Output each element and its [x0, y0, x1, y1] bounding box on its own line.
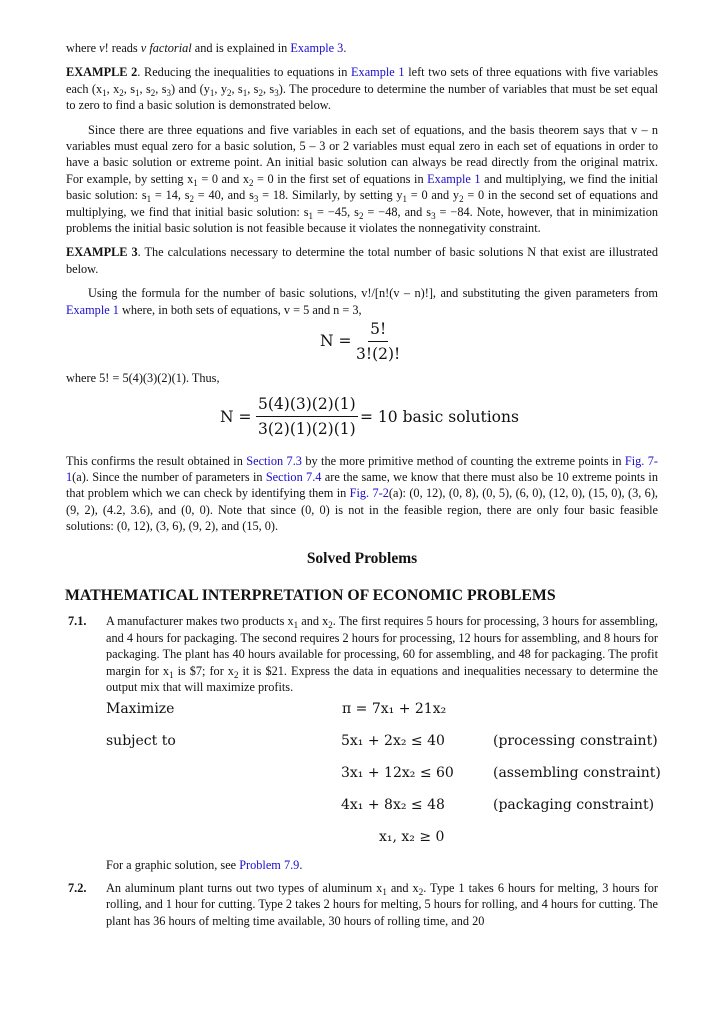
example-3-label: EXAMPLE 3 [66, 245, 138, 260]
equation-n-factorial [66, 318, 658, 368]
equation-1-numerator: 5! [368, 320, 388, 342]
equation-1-fraction [356, 320, 400, 363]
lp-nonnegativity: x₁, x₂ ≥ 0 [379, 829, 445, 846]
problem-7-2-number: 7.2. [68, 880, 87, 895]
example-1-link-2[interactable]: Example 1 [427, 171, 481, 186]
lp-constraint-assembling: 3x₁ + 12x₂ ≤ 60 [341, 765, 454, 782]
lp-note-processing: (processing constraint) [493, 733, 658, 750]
example-3-paragraph: EXAMPLE 3. The calculations necessary to determine the total number of basic solutions N that exist are illustrated below. [66, 245, 658, 276]
fig-7-2-link[interactable]: Fig. 7-2 [349, 486, 389, 501]
example-3-mid-text: where 5! = 5(4)(3)(2)(1). Thus, [66, 371, 220, 386]
equation-basic-solutions [66, 389, 658, 451]
example-3-conclusion: This confirms the result obtained in Section 7.3 by the more primitive method of counting the extreme points in Fig. 7-1(a). Since the number of parameters in Section 7.4 are the same, we know that there must also be 10 extreme points in that problem which we can check by identifying them in Fig. 7-2(a): (0, 12), (0, 8), (0, 5), (6, 0), (12, 0), (15, 0), (3, 6), (9, 2), (4.2, 3.6), and (0, 0). Note that since (0, 0) is not in the feasible region, there are only four basic feasible solutions: (0, 12), (3, 6), (9, 2), and (15, 0). [66, 453, 659, 534]
section-heading: MATHEMATICAL INTERPRETATION OF ECONOMIC PROBLEMS [65, 586, 556, 604]
problem-7-2 [66, 880, 658, 929]
equation-1-lhs: N = [320, 332, 352, 351]
problem-7-1-text: A manufacturer makes two products $x_1$ and $x_2$. The first requires 5 hours for processing, 3 hours for assembling, and 4 hours for packaging. The second requires 2 hours for processing, 12 hours for assembling, and 8 hours for packaging. The plant has 40 hours available for processing, 60 for assembling, and 48 for packaging. The profit margin for $x_1$ is $7; for $x_2$ it is $21. Express the data in equations and inequalities necessary to determine the output mix that will maximize profits. [106, 614, 658, 694]
equation-2-lhs: N = [220, 407, 252, 426]
problem-7-1-number: 7.1. [68, 614, 87, 629]
lp-note-assembling: (assembling constraint) [493, 765, 661, 782]
equation-2-fraction [256, 395, 358, 438]
example-1-link[interactable]: Example 1 [351, 65, 405, 80]
example-2-paragraph: EXAMPLE 2. Reducing the inequalities to equations in Example 1 left two sets of three equations with five variables each ($x_1$, $x_2$, $s_1$, $s_2$, $s_3$) and ($y_1$, $y_2$, $s_1$, $s_2$, $s_3$). The procedure to determine the number of variables that must be set equal to zero to find a basic solution is demonstrated below. [66, 65, 659, 113]
linear-program [106, 695, 661, 846]
intro-paragraph: where v! reads v factorial and is explained in Example 3. [66, 41, 347, 55]
lp-constraint-packaging: 4x₁ + 8x₂ ≤ 48 [341, 797, 445, 814]
example-3-body: Using the formula for the number of basic solutions, v!/[n!(v – n)!], and substituting the given parameters from Example 1 where, in both sets of equations, v = 5 and n = 3, [66, 286, 658, 317]
lp-objective: π = 7x₁ + 21x₂ [342, 701, 447, 718]
problem-7-2-text: An aluminum plant turns out two types of aluminum $x_1$ and $x_2$. Type 1 takes 6 hours for melting, 3 hours for rolling, and 1 hour for cutting. Type 2 takes 2 hours for melting, 5 hours for rolling, and 4 hours for cutting. The plant has 36 hours of melting time available, 30 hours of rolling time, and 20 [106, 880, 658, 928]
lp-subject-to-label: subject to [106, 733, 176, 750]
example-3-link[interactable]: Example 3 [290, 41, 344, 55]
equation-2-numerator: 5(4)(3)(2)(1) [256, 395, 358, 417]
example-2-body: Since there are three equations and five variables in each set of equations, and the basis theorem says that v – n variables must equal zero for a basic solution, 5 – 3 or 2 variables must equal zero in each set of equations in order to have a basic solution or extreme point. An initial basic solution can always be read directly from the original matrix. For example, by setting $x_1 = 0$ and $x_2 = 0$ in the first set of equations in Example 1 and multiplying, we find the initial basic solution: $s_1 = 14$, $s_2 = 40$, and $s_3 = 18$. Similarly, by setting $y_1 = 0$ and $y_2 = 0$ in the second set of equations and multiplying, we find that initial basic solution: $s_1 = -45$, $s_2 = -48$, and $s_3 = -84$. Note, however, that in minimization problems the initial basic solution is not feasible because it violates the nonnegativity constraint. [66, 122, 659, 236]
fig-7-1-link[interactable]: Fig. 7-1 [66, 453, 659, 484]
lp-maximize-label: Maximize [106, 701, 175, 718]
lp-note-packaging: (packaging constraint) [493, 797, 655, 814]
equation-2-rhs: = 10 basic solutions [360, 407, 519, 426]
example-2-label: EXAMPLE 2 [66, 65, 138, 80]
example-1-link-3[interactable]: Example 1 [66, 302, 119, 317]
problem-7-1 [66, 613, 661, 873]
equation-1-denominator: 3!(2)! [356, 345, 401, 364]
problem-7-1-footer: For a graphic solution, see Problem 7.9. [106, 858, 303, 873]
section-7-3-link[interactable]: Section 7.3 [246, 453, 302, 468]
section-7-4-link[interactable]: Section 7.4 [265, 469, 322, 484]
equation-2-denominator: 3(2)(1)(2)(1) [258, 419, 356, 438]
solved-problems-heading: Solved Problems [306, 549, 418, 567]
problem-7-9-link[interactable]: Problem 7.9 [239, 858, 300, 873]
document-body [65, 40, 661, 929]
lp-constraint-processing: 5x₁ + 2x₂ ≤ 40 [341, 733, 445, 750]
